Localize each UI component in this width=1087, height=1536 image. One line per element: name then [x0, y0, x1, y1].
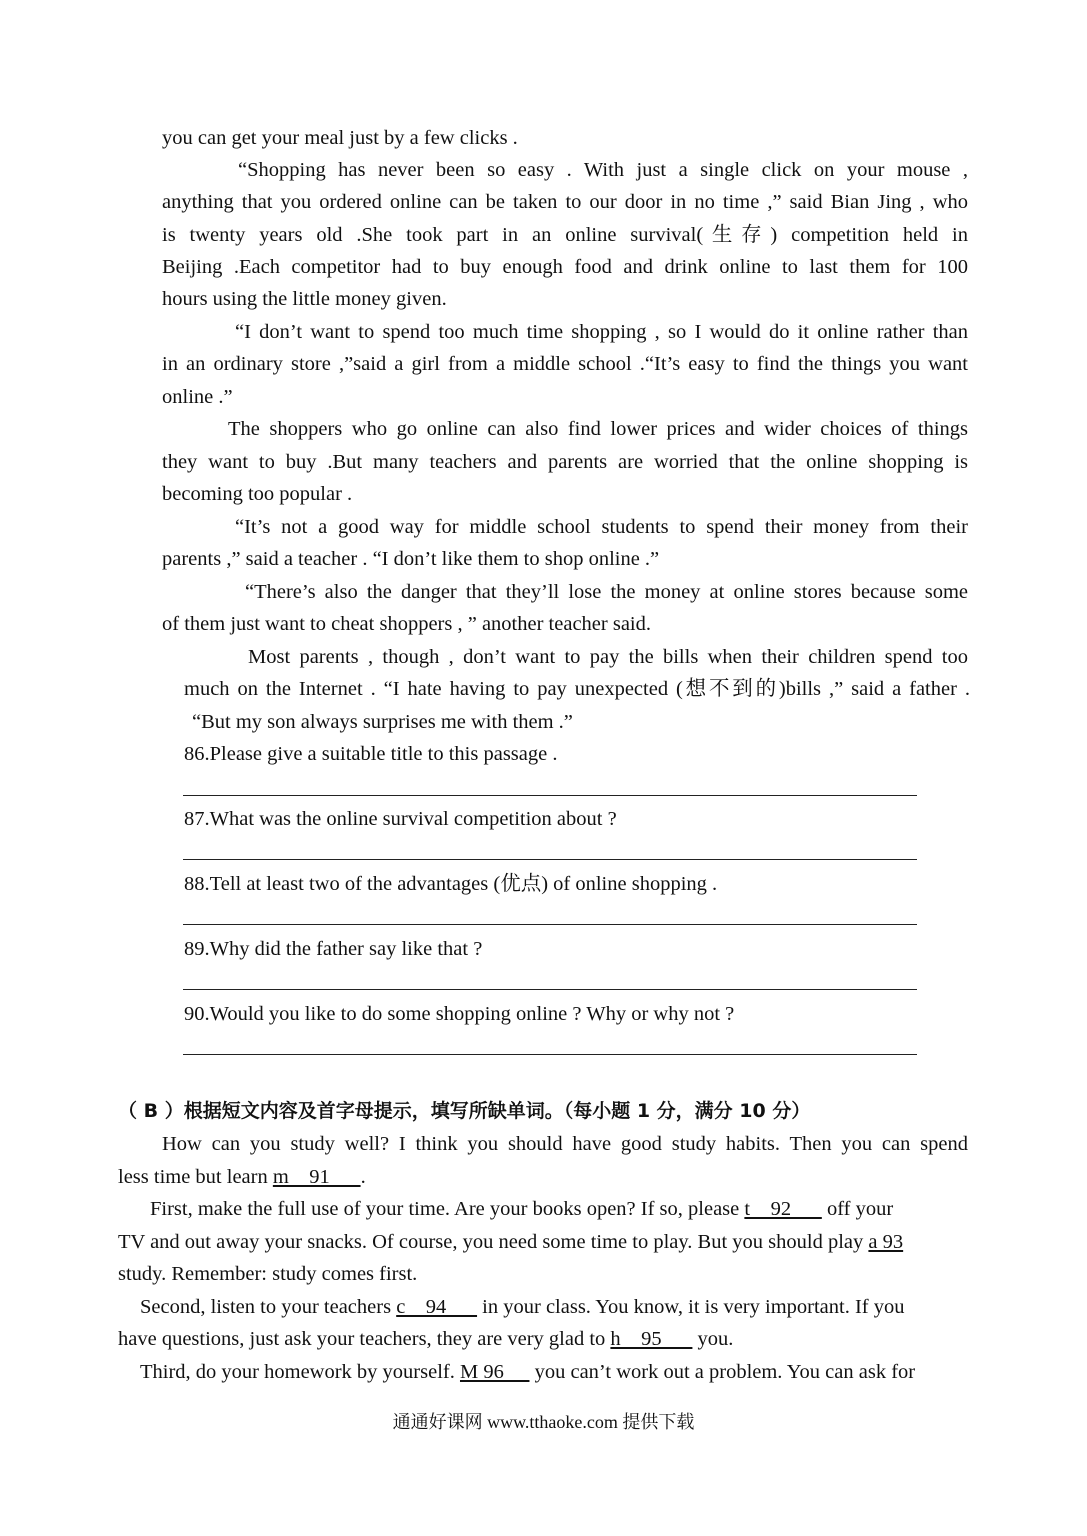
cloze-line [150, 1197, 893, 1221]
question-87: 87.What was the online survival competition about ? [184, 808, 617, 830]
cloze-line [140, 1360, 915, 1384]
cloze-line [118, 1165, 366, 1189]
cloze-text: . [360, 1166, 366, 1188]
passage-line: much on the Internet . “I hate having to pay unexpected (想不到的)bills ,” said a father . [184, 678, 970, 700]
cloze-line [118, 1327, 733, 1351]
question-86: 86.Please give a suitable title to this passage . [184, 743, 558, 765]
cloze-text: less time but learn [118, 1166, 273, 1188]
cloze-line: How can you study well? I think you should have good study habits. Then you can spend [162, 1133, 968, 1155]
answer-line-90[interactable] [183, 1054, 917, 1055]
cloze-text: have questions, just ask your teachers, they are very glad to [118, 1328, 611, 1350]
cloze-text: Third, do your homework by yourself. [140, 1361, 460, 1383]
question-88: 88.Tell at least two of the advantages (优点) of online shopping . [184, 873, 718, 895]
passage-line: The shoppers who go online can also find lower prices and wider choices of things [228, 418, 968, 440]
passage-line: of them just want to cheat shoppers , ” another teacher said. [162, 613, 651, 635]
cloze-line [140, 1295, 904, 1319]
blank-93[interactable]: a 93 [868, 1231, 904, 1253]
passage-line: “There’s also the danger that they’ll lose the money at online stores because some [245, 581, 968, 603]
cloze-text: Second, listen to your teachers [140, 1296, 397, 1318]
passage-line: they want to buy .But many teachers and parents are worried that the online shopping is [162, 451, 968, 473]
cloze-text: TV and out away your snacks. Of course, you need some time to play. But you should play [118, 1231, 869, 1253]
passage-line: is twenty years old .She took part in an online survival(生存) competition held in [162, 224, 968, 246]
blank-95[interactable]: h 95 [610, 1328, 693, 1350]
passage-line: Beijing .Each competitor had to buy enough food and drink online to last them for 100 [162, 256, 968, 278]
blank-91[interactable]: m 91 [272, 1166, 361, 1188]
blank-94[interactable]: c 94 [396, 1296, 478, 1318]
blank-92[interactable]: t 92 [744, 1198, 822, 1220]
passage-line: Most parents , though , don’t want to pay the bills when their children spend too [248, 646, 968, 668]
passage-line: anything that you ordered online can be taken to our door in no time ,” said Bian Jing , who [162, 191, 968, 213]
passage-line: becoming too popular . [162, 483, 353, 505]
passage-line: parents ,” said a teacher . “I don’t like them to shop online .” [162, 548, 660, 570]
passage-line: “I don’t want to spend too much time shopping , so I would do it online rather than [235, 321, 968, 343]
section-b-heading: （ B ）根据短文内容及首字母提示，填写所缺单词。（每小题 1 分，满分 10 分） [118, 1100, 811, 1122]
passage-line: in an ordinary store ,”said a girl from a middle school .“It’s easy to find the things you want [162, 353, 968, 375]
passage-line: hours using the little money given. [162, 288, 447, 310]
blank-96[interactable]: M 96 [459, 1361, 530, 1383]
passage-line: “It’s not a good way for middle school students to spend their money from their [235, 516, 968, 538]
cloze-text: First, make the full use of your time. Are your books open? If so, please [150, 1198, 745, 1220]
answer-line-87[interactable] [183, 859, 917, 860]
question-89: 89.Why did the father say like that ? [184, 938, 483, 960]
cloze-line: study. Remember: study comes first. [118, 1263, 418, 1285]
answer-line-86[interactable] [183, 795, 917, 796]
cloze-line [118, 1230, 903, 1254]
cloze-text: in your class. You know, it is very important. If you [477, 1296, 905, 1318]
passage-line: you can get your meal just by a few clicks . [162, 127, 518, 149]
cloze-text: off your [821, 1198, 894, 1220]
passage-line: “Shopping has never been so easy . With just a single click on your mouse , [238, 159, 968, 181]
passage-line: online .” [162, 386, 233, 408]
question-90: 90.Would you like to do some shopping online ? Why or why not ? [184, 1003, 735, 1025]
cloze-text: you. [692, 1328, 734, 1350]
answer-line-88[interactable] [183, 924, 917, 925]
answer-line-89[interactable] [183, 989, 917, 990]
cloze-text: you can’t work out a problem. You can ask for [529, 1361, 916, 1383]
page-footer: 通通好课网 www.tthaoke.com 提供下载 [392, 1412, 695, 1432]
passage-line: “But my son always surprises me with them .” [192, 711, 573, 733]
